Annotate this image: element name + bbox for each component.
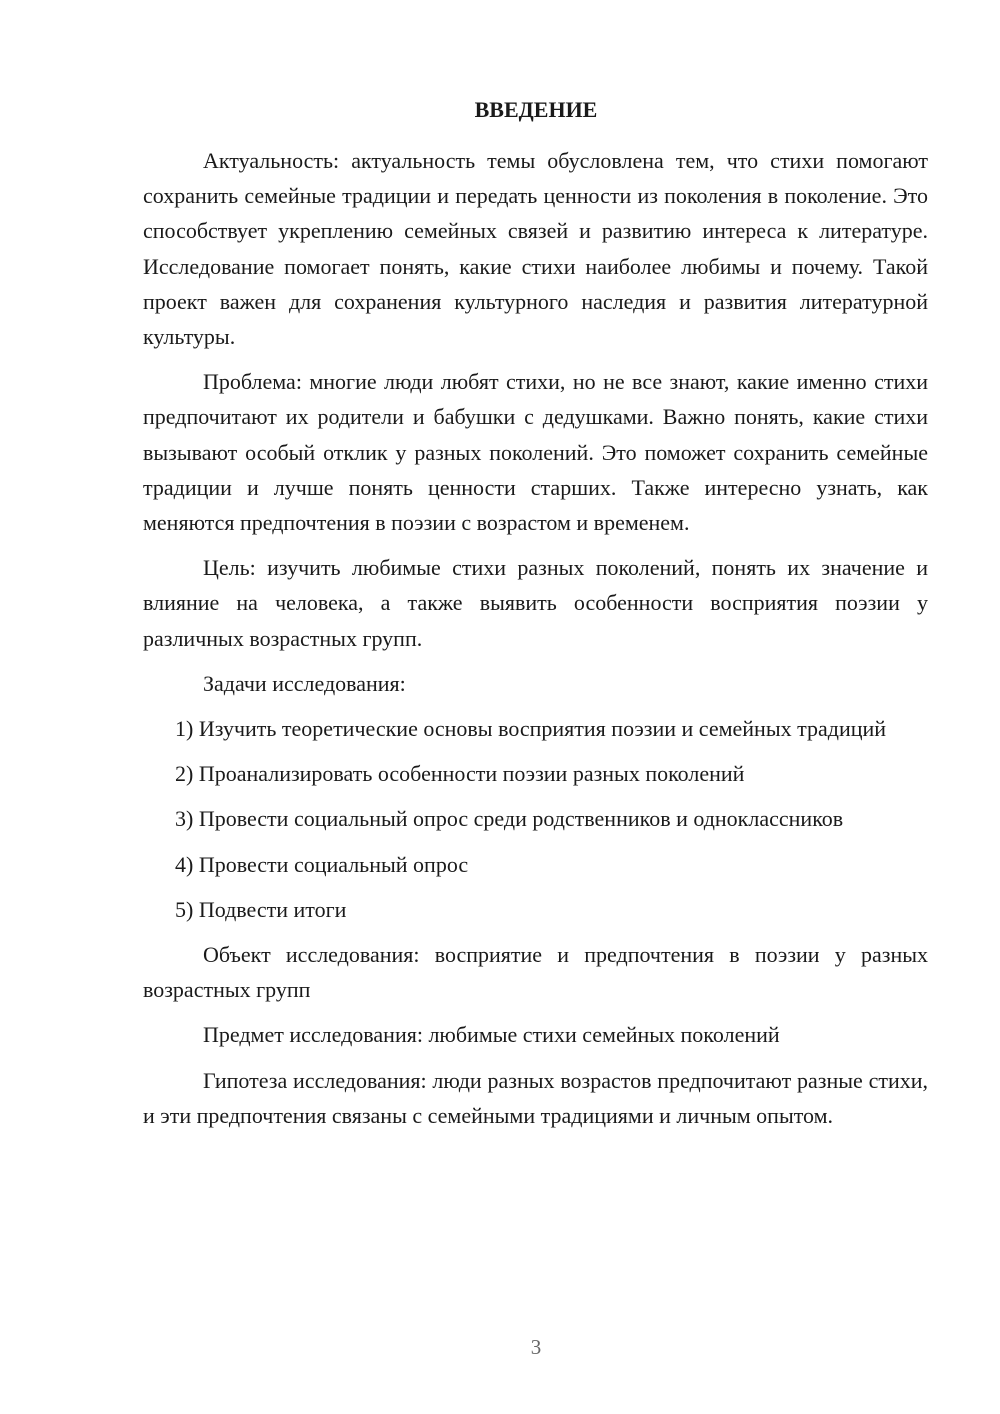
document-body xyxy=(143,143,928,1143)
goal-paragraph: Цель: изучить любимые стихи разных поколений, понять их значение и влияние на человека, а также выявить особенности восприятия поэзии у различных возрастных групп. xyxy=(143,555,928,651)
tasks-heading: Задачи исследования: xyxy=(203,670,406,696)
relevance-paragraph: Актуальность: актуальность темы обусловлена тем, что стихи помогают сохранить семейные традиции и передать ценности из поколения в поколение. Это способствует укреплению семейных связей и развитию интереса к литературе. Исследование помогает понять, какие стихи наиболее любимы и почему. Такой проект важен для сохранения культурного наследия и развития литературной культуры. xyxy=(143,148,928,350)
task-item-3: 3) Провести социальный опрос среди родственников и одноклассников xyxy=(175,806,844,832)
hypothesis-paragraph: Гипотеза исследования: люди разных возрастов предпочитают разные стихи, и эти предпочтения связаны с семейными традициями и личным опытом. xyxy=(143,1067,928,1128)
problem-paragraph: Проблема: многие люди любят стихи, но не все знают, какие именно стихи предпочитают их родители и бабушки с дедушками. Важно понять, какие стихи вызывают особый отклик у разных поколений. Это поможет сохранить семейные традиции и лучше понять ценности старших. Также интересно узнать, как меняются предпочтения в поэзии с возрастом и временем. xyxy=(143,369,928,536)
task-item-2: 2) Проанализировать особенности поэзии разных поколений xyxy=(175,761,745,787)
research-object-paragraph: Объект исследования: восприятие и предпочтения в поэзии у разных возрастных групп xyxy=(143,942,928,1003)
task-item-4: 4) Провести социальный опрос xyxy=(175,851,469,877)
task-item-5: 5) Подвести итоги xyxy=(175,896,347,922)
page-number: 3 xyxy=(530,1335,542,1359)
page-title: ВВЕДЕНИЕ xyxy=(474,97,598,122)
research-subject-paragraph: Предмет исследования: любимые стихи семейных поколений xyxy=(203,1022,780,1048)
task-item-1: 1) Изучить теоретические основы восприятия поэзии и семейных традиций xyxy=(175,716,887,742)
